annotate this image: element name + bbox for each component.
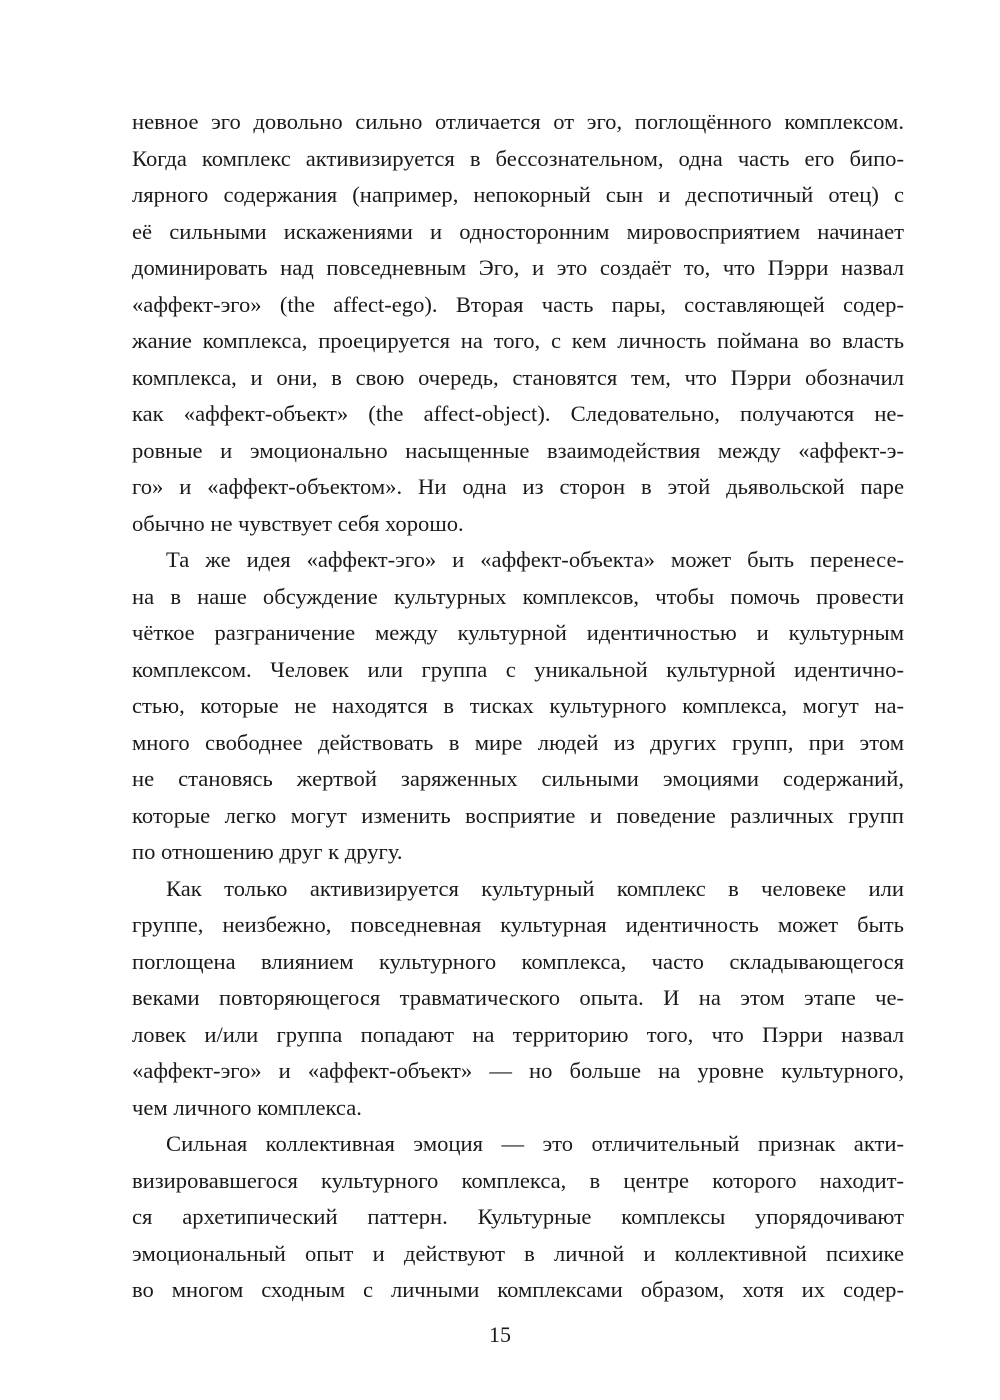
text-line: ловек и/или группа попадают на территорию того, что Пэрри назвал <box>132 1021 904 1047</box>
text-line: лярного содержания (например, непокорный сын и деспотичный отец) с <box>132 182 904 207</box>
paragraph-first-line: Та же идея «аффект-эго» и «аффект-объекта» может быть перенесе- <box>166 547 904 572</box>
text-line: чёткое разграничение между культурной идентичностью и культурным <box>132 620 904 645</box>
text-line: поглощена влиянием культурного комплекса, часто складывающегося <box>132 948 904 974</box>
text-line: на в наше обсуждение культурных комплексов, чтобы помочь провести <box>132 583 904 609</box>
text-line: Когда комплекс активизируется в бессознательном, одна часть его бипо- <box>132 145 904 171</box>
text-line: эмоциональный опыт и действуют в личной и коллективной психике <box>132 1240 904 1266</box>
text-line: ровные и эмоционально насыщенные взаимодействия между «аффект-э- <box>132 437 904 463</box>
text-line: как «аффект-объект» (the affect-object). Следовательно, получаются не- <box>132 401 904 426</box>
body-text <box>132 104 904 1309</box>
paragraph-first-line: Сильная коллективная эмоция — это отличительный признак акти- <box>166 1131 904 1156</box>
text-line: по отношению друг к другу. <box>132 839 403 864</box>
text-line: не становясь жертвой заряженных сильными эмоциями содержаний, <box>132 766 904 791</box>
text-line: невное эго довольно сильно отличается от эго, поглощённого комплексом. <box>132 109 904 134</box>
text-line: комплекса, и они, в свою очередь, становятся тем, что Пэрри обозначил <box>132 364 904 390</box>
text-line: во многом сходным с личными комплексами образом, хотя их содер- <box>132 1277 904 1302</box>
text-line: го» и «аффект-объектом». Ни одна из сторон в этой дьявольской паре <box>132 474 904 499</box>
text-line: «аффект-эго» и «аффект-объект» — но больше на уровне культурного, <box>132 1058 904 1083</box>
text-line: жание комплекса, проецируется на того, с кем личность поймана во власть <box>132 328 904 353</box>
text-line: «аффект-эго» (the affect-ego). Вторая часть пары, составляющей содер- <box>132 291 904 317</box>
text-line: чем личного комплекса. <box>132 1094 362 1120</box>
text-line: доминировать над повседневным Эго, и это создаёт то, что Пэрри назвал <box>132 255 904 280</box>
text-line: много свободнее действовать в мире людей из других групп, при этом <box>132 729 904 755</box>
paragraph-first-line: Как только активизируется культурный комплекс в человеке или <box>166 875 904 901</box>
text-line: обычно не чувствует себя хорошо. <box>132 510 464 536</box>
text-line: которые легко могут изменить восприятие и поведение различных групп <box>132 802 904 828</box>
text-line: ся архетипический паттерн. Культурные комплексы упорядочивают <box>132 1204 904 1229</box>
text-line: визировавшегося культурного комплекса, в центре которого находит- <box>132 1167 904 1193</box>
text-line: веками повторяющегося травматического опыта. И на этом этапе че- <box>132 985 904 1010</box>
text-line: стью, которые не находятся в тисках культурного комплекса, могут на- <box>132 693 904 718</box>
text-line: её сильными искажениями и односторонним мировосприятием начинает <box>132 218 904 244</box>
text-line: группе, неизбежно, повседневная культурная идентичность может быть <box>132 912 904 937</box>
text-line: комплексом. Человек или группа с уникальной культурной идентично- <box>132 656 904 682</box>
page-number: 15 <box>489 1322 511 1347</box>
